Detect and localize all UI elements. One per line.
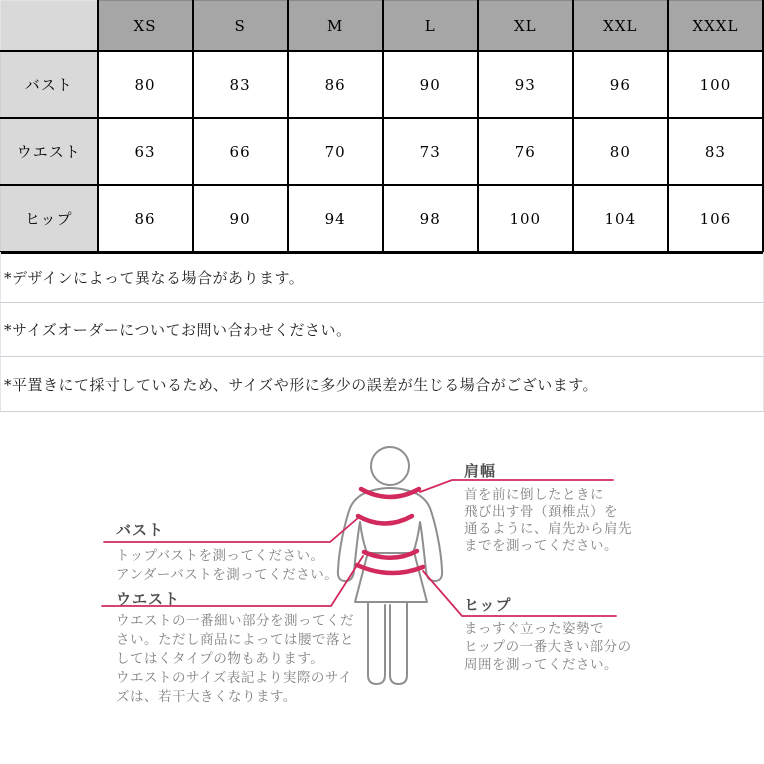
- size-column-header-xs: XS: [98, 1, 193, 52]
- waist-description: [116, 612, 354, 707]
- text-line: 通るように、肩先から肩先: [464, 521, 632, 537]
- bust-description: [116, 547, 338, 585]
- row-label-bust: バスト: [1, 51, 98, 118]
- text-line: までを測ってください。: [464, 538, 618, 554]
- waist-value-cell: 73: [383, 118, 478, 185]
- figure-right-leg: [390, 601, 407, 684]
- hip-value-cell: 90: [193, 185, 288, 253]
- size-table-header-row: [1, 1, 764, 52]
- hip-value-cell: 106: [668, 185, 763, 253]
- note-row: [0, 357, 764, 412]
- hip-value-cell: 98: [383, 185, 478, 253]
- text-line: ウエストの一番細い部分を測ってくだ: [116, 613, 354, 629]
- bust-value-cell: 86: [288, 51, 383, 118]
- measurement-guide: [0, 430, 764, 764]
- size-column-header-m: M: [288, 1, 383, 52]
- size-column-header-xxxl: XXXL: [668, 1, 763, 52]
- hip-leader-line: [423, 571, 616, 616]
- waist-value-cell: 63: [98, 118, 193, 185]
- note-row: [0, 303, 764, 357]
- text-line: まっすぐ立った姿勢で: [464, 621, 604, 637]
- note-text-measurement-error: *平置きにて採寸しているため、サイズや形に多少の誤差が生じる場合がございます。: [4, 375, 599, 394]
- text-line: 首を前に倒したときに: [464, 487, 604, 503]
- body-figure-diagram: [0, 430, 764, 764]
- bust-value-cell: 100: [668, 51, 763, 118]
- text-line: アンダーバストを測ってください。: [116, 567, 339, 583]
- figure-left-leg: [368, 601, 385, 684]
- notes-section: [0, 252, 764, 412]
- bust-row: [1, 51, 764, 118]
- waist-value-cell: 80: [573, 118, 668, 185]
- row-label-waist: ウエスト: [1, 118, 98, 185]
- waist-value-cell: 83: [668, 118, 763, 185]
- note-text-design: *デザインによって異なる場合があります。: [4, 268, 305, 287]
- bust-value-cell: 90: [383, 51, 478, 118]
- corner-cell: [1, 1, 98, 52]
- note-row: [0, 252, 764, 303]
- hip-heading: ヒップ: [464, 596, 512, 614]
- waist-value-cell: 66: [193, 118, 288, 185]
- shoulder-width-description: [464, 487, 632, 555]
- hip-value-cell: 104: [573, 185, 668, 253]
- note-text-size-order: *サイズオーダーについてお問い合わせください。: [4, 321, 352, 339]
- text-line: 飛び出す骨（頚椎点）を: [464, 504, 618, 520]
- text-line: ヒップの一番大きい部分の: [464, 639, 632, 655]
- bust-value-cell: 96: [573, 51, 668, 118]
- text-line: ズは、若干大きくなります。: [116, 689, 297, 705]
- text-line: ウエストのサイズ表記より実際のサイ: [116, 670, 352, 686]
- text-line: さい。ただし商品によっては腰で落と: [116, 632, 354, 648]
- hip-value-cell: 100: [478, 185, 573, 253]
- row-label-hip: ヒップ: [1, 185, 98, 253]
- figure-head: [371, 447, 409, 485]
- shoulder-width-heading: 肩幅: [464, 462, 497, 480]
- hip-description: [464, 620, 632, 674]
- text-line: してはくタイプの物もあります。: [116, 651, 325, 667]
- size-column-header-xl: XL: [478, 1, 573, 52]
- size-table: [0, 0, 764, 254]
- bust-value-cell: 93: [478, 51, 573, 118]
- bust-value-cell: 83: [193, 51, 288, 118]
- text-line: 周囲を測ってください。: [464, 657, 618, 673]
- waist-row: [1, 118, 764, 185]
- waist-heading: ウエスト: [116, 590, 181, 608]
- text-line: トップバストを測ってください。: [116, 548, 325, 564]
- hip-value-cell: 86: [98, 185, 193, 253]
- hip-row: [1, 185, 764, 253]
- hip-value-cell: 94: [288, 185, 383, 253]
- waist-value-cell: 70: [288, 118, 383, 185]
- bust-value-cell: 80: [98, 51, 193, 118]
- size-column-header-xxl: XXL: [573, 1, 668, 52]
- bust-heading: バスト: [116, 521, 165, 539]
- waist-value-cell: 76: [478, 118, 573, 185]
- size-column-header-l: L: [383, 1, 478, 52]
- size-column-header-s: S: [193, 1, 288, 52]
